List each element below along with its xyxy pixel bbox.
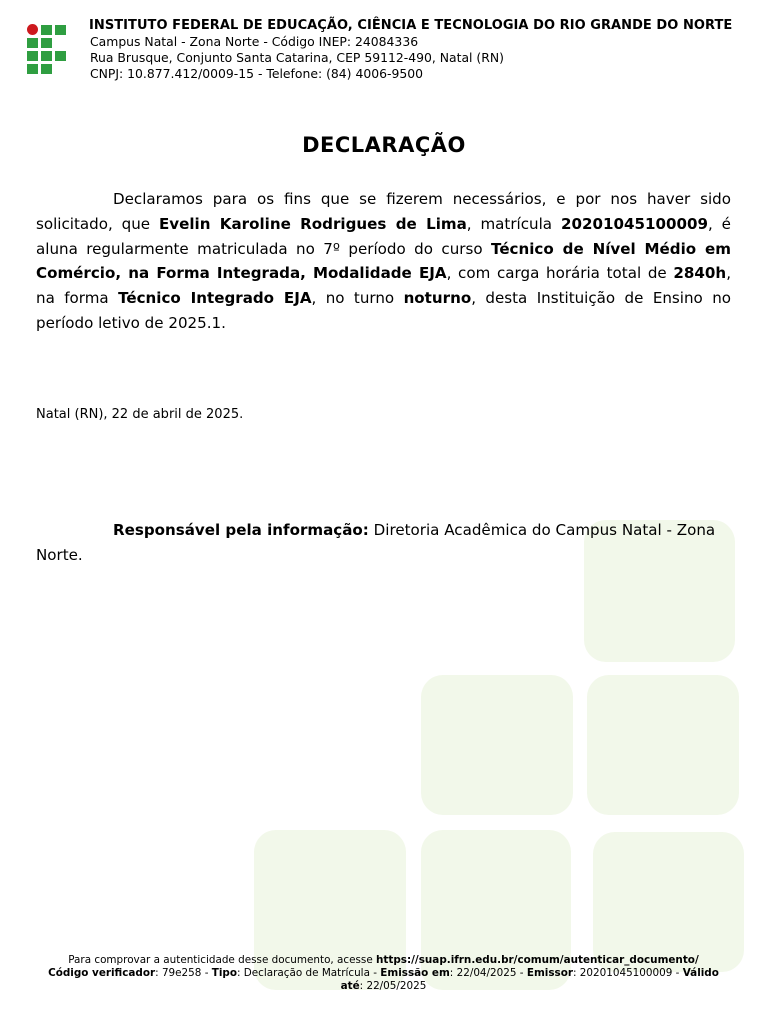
valid-value: : 22/05/2025 — [359, 980, 427, 992]
responsible-paragraph — [36, 518, 731, 568]
student-name: Evelin Karoline Rodrigues de Lima — [158, 214, 467, 233]
verify-line — [36, 954, 731, 967]
authentication-footer — [36, 954, 731, 993]
responsible-label: Responsável pela informação: — [113, 521, 369, 539]
institution-name: INSTITUTO FEDERAL DE EDUCAÇÃO, CIÊNCIA E TECNOLOGIA DO RIO GRANDE DO NORTE — [89, 18, 733, 33]
issue-value: : 22/04/2025 - — [449, 967, 527, 979]
type-label: Tipo — [211, 967, 237, 979]
course-name: Técnico de Nível Médio em Comércio, na Forma Integrada, Modalidade EJA — [36, 239, 731, 283]
issue-label: Emissão em — [380, 967, 450, 979]
body-text-5: , na forma — [36, 264, 731, 308]
body-text-2: , matrícula — [466, 214, 561, 233]
course-form: Técnico Integrado EJA — [118, 289, 312, 308]
verify-text: Para comprovar a autenticidade desse documento, acesse — [68, 954, 377, 966]
responsible-value: Diretoria Acadêmica do Campus Natal - Zona Norte. — [36, 521, 716, 564]
address-line: Rua Brusque, Conjunto Santa Catarina, CEP 59112-490, Natal (RN) — [90, 50, 504, 65]
responsible-section — [36, 518, 731, 568]
body-text-7: , desta Instituição de Ensino no período letivo de 2025.1. — [36, 289, 731, 332]
metadata-line — [36, 967, 731, 993]
body-text-6: , no turno — [311, 289, 404, 308]
body-text-3: , é aluna regularmente matriculada no 7º período do curso — [36, 214, 731, 258]
document-title: DECLARAÇÃO — [302, 133, 466, 157]
declaration-body — [36, 187, 731, 336]
issuer-label: Emissor — [526, 967, 573, 979]
place-and-date: Natal (RN), 22 de abril de 2025. — [36, 407, 244, 422]
logo-red-dot — [27, 24, 38, 35]
institution-header — [89, 18, 759, 82]
code-value: : 79e258 - — [155, 967, 212, 979]
body-text-4: , com carga horária total de — [446, 264, 674, 283]
declaration-paragraph — [36, 187, 731, 336]
workload: 2840h — [673, 264, 727, 283]
valid-label: Válido até — [340, 967, 719, 992]
registration-number: 20201045100009 — [560, 214, 708, 233]
campus-line: Campus Natal - Zona Norte - Código INEP: 24084336 — [90, 34, 419, 49]
verify-url-link[interactable]: https://suap.ifrn.edu.br/comum/autenticar_documento/ — [376, 954, 699, 966]
shift: noturno — [403, 289, 472, 308]
ifrn-logo — [26, 24, 68, 74]
type-value: : Declaração de Matrícula - — [236, 967, 381, 979]
code-label: Código verificador — [48, 967, 156, 979]
body-text-1: Declaramos para os fins que se fizerem necessários, e por nos haver sido solicitado, que — [36, 190, 731, 233]
issuer-value: : 20201045100009 - — [572, 967, 683, 979]
contact-line: CNPJ: 10.877.412/0009-15 - Telefone: (84) 4006-9500 — [90, 66, 423, 81]
